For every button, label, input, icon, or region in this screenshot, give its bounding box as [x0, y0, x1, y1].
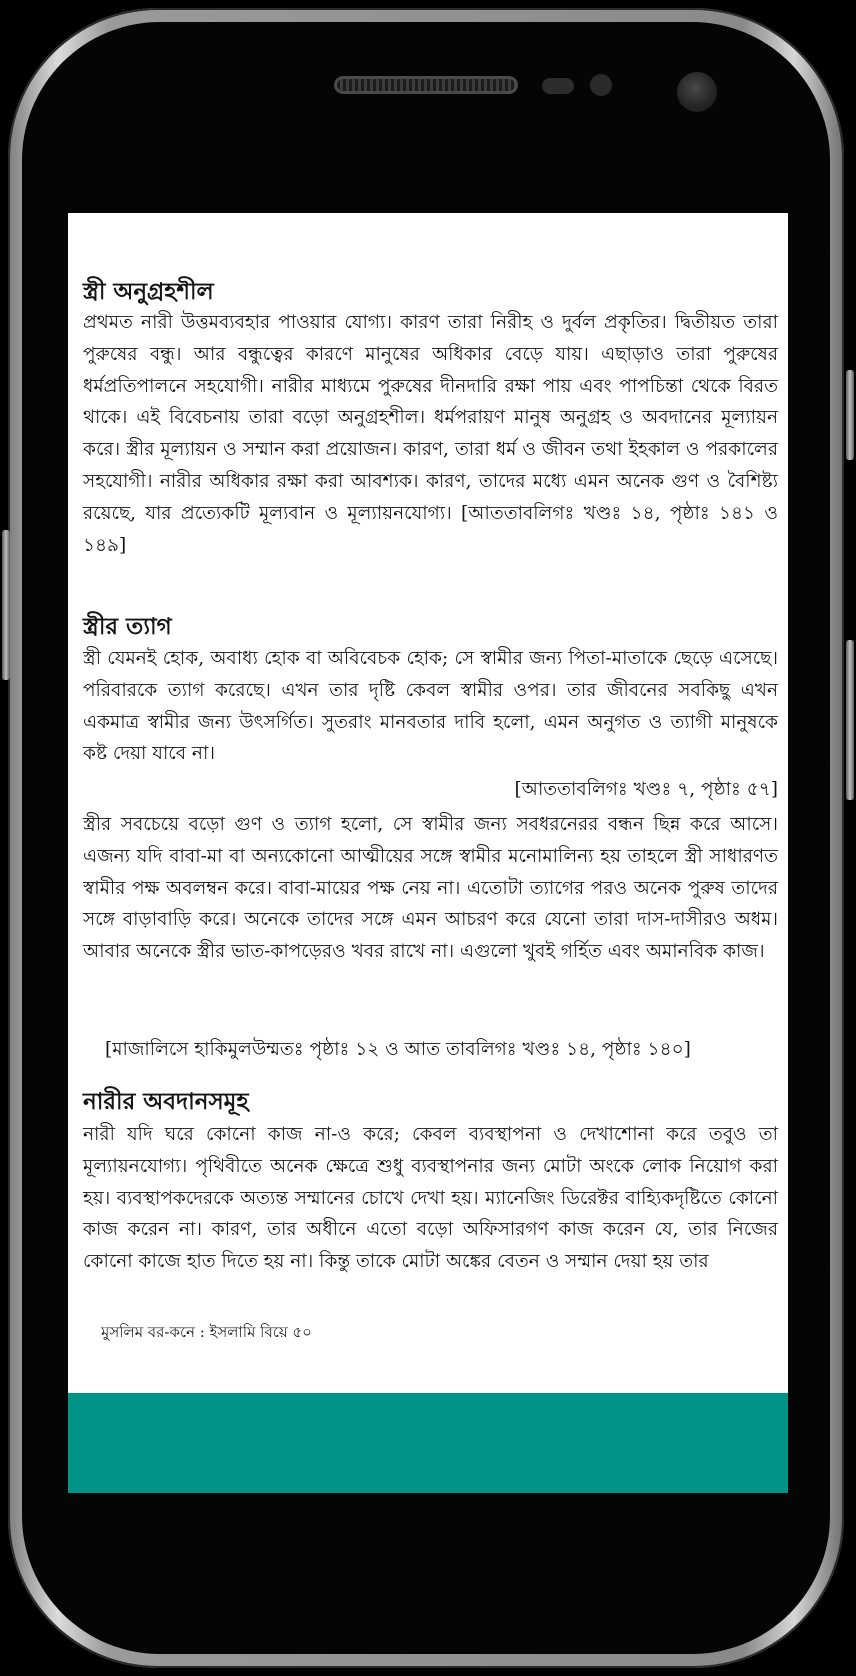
side-button-right — [846, 370, 854, 460]
book-page-image[interactable] — [83, 213, 778, 1393]
citation-2b: [মাজালিসে হাকিমুলউম্মতঃ পৃষ্ঠাঃ ১২ ও আত তাবলিগঃ খণ্ডঃ ১৪, পৃষ্ঠাঃ ১৪০] — [105, 1039, 691, 1060]
side-button-left — [2, 530, 10, 680]
section-title-2: স্ত্রীর ত্যাগ — [83, 614, 172, 640]
front-camera-icon — [677, 72, 717, 112]
page-footer: মুসলিম বর-কনে : ইসলামি বিয়ে ৫০ — [101, 1323, 312, 1341]
citation-2: [আততাবলিগঃ খণ্ডঃ ৭, পৃষ্ঠাঃ ৫৭] — [514, 779, 778, 800]
section-paragraph-3: নারী যদি ঘরে কোনো কাজ না-ও করে; কেবল ব্যবস্থাপনা ও দেখাশোনা করে তবুও তা মূল্যায়নযোগ্য। পৃথিবীতে অনেক ক্ষেত্রে শুধু ব্যবস্থাপনার জন্য মোটা অংকে লোক নিয়োগ করা হয়। ব্যবস্থাপকদেরকে অত্যন্ত সম্মানের চোখে দেখা হয়। ম্যানেজিং ডিরেক্টর বাহ্যিকদৃষ্টিতে কোনো কাজ করেন না। কারণ, তার অধীনে এতো বড়ো অফিসারগণ কাজ করেন যে, তার নিজের কোনো কাজে হাত দিতে হয় না। কিন্তু তাকে মোটা অঙ্কের বেতন ও সম্মান দেয়া হয় তার — [83, 1124, 778, 1273]
section-paragraph-1: প্রথমত নারী উত্তমব্যবহার পাওয়ার যোগ্য। কারণ তারা নিরীহ ও দুর্বল প্রকৃতির। দ্বিতীয়ত তারা পুরুষের বন্ধু। আর বন্ধুত্বের কারণে মানুষের অধিকার বেড়ে যায়। এছাড়াও তারা পুরুষের ধর্মপ্রতিপালনে সহযোগী। নারীর মাধ্যমে পুরুষের দীনদারি রক্ষা পায় এবং পাপচিন্তা থেকে বিরত থাকে। এই বিবেচনায় তারা বড়ো অনুগ্রহশীল। ধর্মপরায়ণ মানুষ অনুগ্রহ ও অবদানের মূল্যায়ন করে। স্ত্রীর মূল্যায়ন ও সম্মান করা প্রয়োজন। কারণ, তারা ধর্ম ও জীবন তথা ইহকাল ও পরকালের সহযোগী। নারীর অধিকার রক্ষা করা আবশ্যক। কারণ, তাদের মধ্যে এমন অনেক গুণ ও বৈশিষ্ট্য রয়েছে, যার প্রত্যেকটি মূল্যবান ও মূল্যায়নযোগ্য। [আততাবলিগঃ খণ্ডঃ ১৪, পৃষ্ঠাঃ ১৪১ ও ১৪৯] — [83, 312, 778, 556]
earpiece-speaker — [334, 76, 518, 94]
section-paragraph-2: স্ত্রী যেমনই হোক, অবাধ্য হোক বা অবিবেচক হোক; সে স্বামীর জন্য পিতা-মাতাকে ছেড়ে এসেছে। পরিবারকে ত্যাগ করেছে। এখন তার দৃষ্টি কেবল স্বামীর ওপর। তার জীবনের সবকিছু এখন একমাত্র স্বামীর জন্য উৎসর্গিত। সুতরাং মানবতার দাবি হলো, এমন অনুগত ও ত্যাগী মানুষকে কষ্ট দেয়া যাবে না। — [83, 648, 778, 765]
proximity-sensor — [542, 78, 574, 94]
section-title-1: স্ত্রী অনুগ্রহশীল — [83, 279, 214, 305]
side-button-right-lower — [846, 640, 854, 800]
section-paragraph-2b: স্ত্রীর সবচেয়ে বড়ো গুণ ও ত্যাগ হলো, সে স্বামীর জন্য সবধরনেরর বন্ধন ছিন্ন করে আসে। এজন্য যদি বাবা-মা বা অন্যকোনো আত্মীয়ের সঙ্গে স্বামীর মনোমালিন্য হয় তাহলে স্ত্রী সাধারণত স্বামীর পক্ষ অবলম্বন করে। বাবা-মায়ের পক্ষ নেয় না। এতোটা ত্যাগের পরও অনেক পুরুষ তাদের সঙ্গে বাড়াবাড়ি করে। অনেকে তাদের সঙ্গে এমন আচরণ করে যেনো তারা দাস-দাসীরও অধম। আবার অনেকে স্ত্রীর ভাত-কাপড়েরও খবর রাখে না। এগুলো খুবই গর্হিত এবং অমানবিক কাজ। — [83, 814, 778, 963]
app-screen[interactable] — [68, 213, 788, 1493]
bottom-banner-bar[interactable] — [68, 1393, 788, 1493]
light-sensor — [590, 74, 612, 96]
section-title-3: নারীর অবদানসমূহ — [83, 1089, 249, 1115]
